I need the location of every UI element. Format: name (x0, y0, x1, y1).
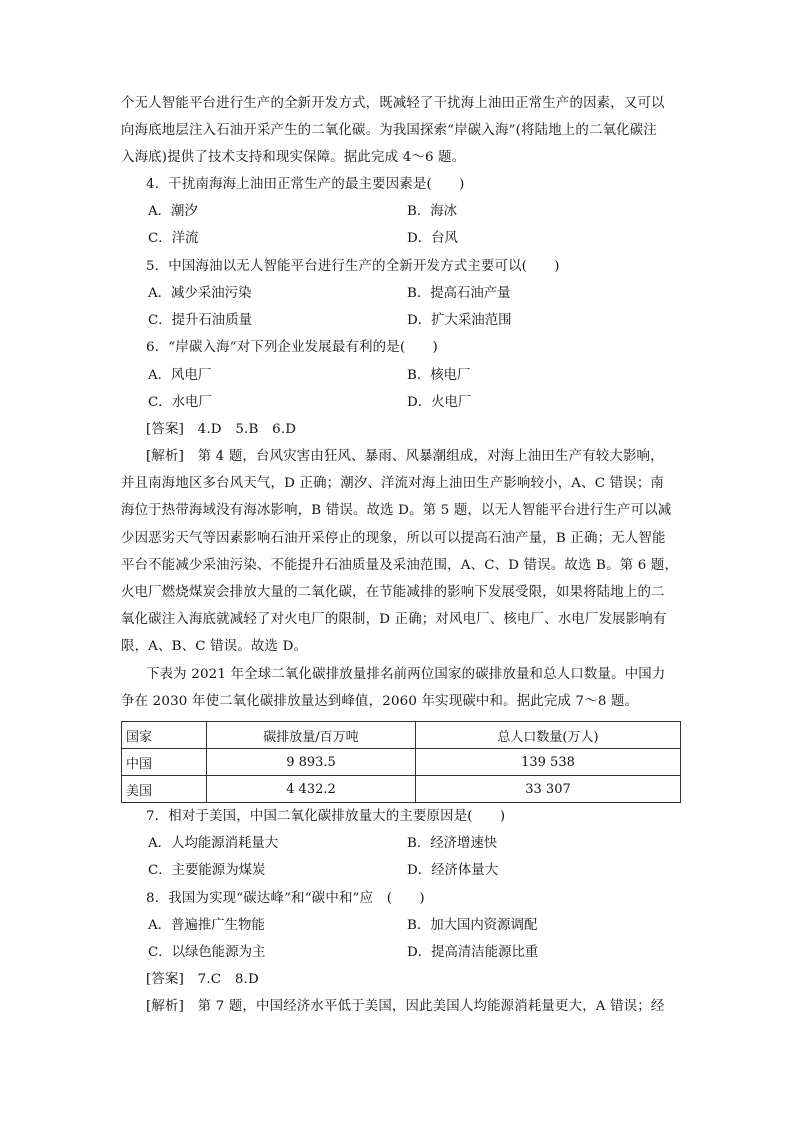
q7-option-a: A．人均能源消耗量大 (148, 836, 279, 851)
analysis-line: 火电厂燃烧煤炭会排放大量的二氧化碳，在节能减排的影响下发展受限，如果将陆地上的二 (121, 585, 665, 600)
table-header-row (122, 722, 681, 749)
q4-option-a: A．潮汐 (148, 204, 198, 219)
passage-line: 个无人智能平台进行生产的全新开发方式，既减轻了干扰海上油田正常生产的因素，又可以 (121, 96, 665, 111)
header-emissions: 碳排放量/百万吨 (207, 722, 416, 749)
passage-line: 向海底地层注入石油开采产生的二氧化碳。为我国探索“岸碳入海”(将陆地上的二氧化碳注 (121, 123, 657, 138)
q5-option-c: C．提升石油质量 (148, 313, 252, 328)
q6-option-d: D．火电厂 (407, 395, 472, 410)
q6-option-a: A．风电厂 (148, 368, 212, 383)
passage-line: 入海底)提供了技术支持和现实保障。据此完成 4～6 题。 (121, 150, 466, 165)
cell-emissions: 4 432.2 (207, 776, 416, 803)
header-country: 国家 (122, 722, 207, 749)
cell-country: 中国 (122, 749, 207, 776)
question-5-stem: 5．中国海油以无人智能平台进行生产的全新开发方式主要可以( ) (146, 259, 560, 274)
question-7-stem: 7．相对于美国，中国二氧化碳排放量大的主要原因是( ) (146, 809, 506, 824)
analysis-line: [解析] 第 7 题，中国经济水平低于美国，因此美国人均能源消耗量更大，A 错误；经 (146, 999, 665, 1014)
cell-population: 33 307 (416, 776, 681, 803)
q6-option-b: B．核电厂 (407, 368, 471, 383)
table-row (122, 776, 681, 803)
analysis-line: 并且南海地区多台风天气，D 正确；潮汐、洋流对海上油田生产影响较小，A、C 错误；南 (121, 476, 665, 491)
q8-option-d: D．提高清洁能源比重 (407, 945, 539, 960)
question-6-stem: 6．“岸碳入海”对下列企业发展最有利的是( ) (146, 340, 438, 355)
q4-option-c: C．洋流 (148, 231, 199, 246)
q5-option-d: D．扩大采油范围 (407, 313, 512, 328)
q5-option-a: A．减少采油污染 (148, 286, 252, 301)
question-8-stem: 8．我国为实现“碳达峰”和“碳中和”应 ( ) (146, 891, 425, 906)
q7-option-b: B．经济增速快 (407, 836, 498, 851)
emissions-table (121, 721, 681, 803)
analysis-line: [解析] 第 4 题，台风灾害由狂风、暴雨、风暴潮组成，对海上油田生产有较大影响， (146, 449, 664, 464)
cell-emissions: 9 893.5 (207, 749, 416, 776)
q4-option-d: D．台风 (407, 231, 458, 246)
q8-option-c: C．以绿色能源为主 (148, 945, 266, 960)
analysis-line: 平台不能减少采油污染、不能提升石油质量及采油范围，A、C、D 错误。故选 B。第 6 题， (121, 558, 679, 573)
analysis-line: 限，A、B、C 错误。故选 D。 (121, 639, 308, 654)
analysis-line: 少因恶劣天气等因素影响石油开采停止的现象，所以可以提高石油产量，B 正确；无人智能 (121, 531, 666, 546)
q8-option-b: B．加大国内资源调配 (407, 918, 538, 933)
answer-7-8: [答案] 7.C 8.D (146, 972, 259, 987)
analysis-line: 氧化碳注入海底就减轻了对火电厂的限制，D 正确；对风电厂、核电厂、水电厂发展影响有 (121, 612, 667, 627)
q8-option-a: A．普遍推广生物能 (148, 918, 265, 933)
q7-option-d: D．经济体量大 (407, 863, 499, 878)
table-row (122, 749, 681, 776)
answer-4-6: [答案] 4.D 5.B 6.D (146, 422, 297, 437)
cell-country: 美国 (122, 776, 207, 803)
analysis-line: 海位于热带海域没有海冰影响，B 错误。故选 D。第 5 题，以无人智能平台进行生产可以减 (121, 503, 672, 518)
q6-option-c: C．水电厂 (148, 395, 212, 410)
q5-option-b: B．提高石油产量 (407, 286, 511, 301)
question-4-stem: 4．干扰南海海上油田正常生产的最主要因素是( ) (146, 177, 465, 192)
q4-option-b: B．海冰 (407, 204, 458, 219)
table-intro-line: 争在 2030 年使二氧化碳排放量达到峰值，2060 年实现碳中和。据此完成 7～8 题。 (121, 694, 639, 709)
header-population: 总人口数量(万人) (416, 722, 681, 749)
cell-population: 139 538 (416, 749, 681, 776)
table-intro-line: 下表为 2021 年全球二氧化碳排放量排名前两位国家的碳排放量和总人口数量。中国力 (146, 667, 666, 682)
q7-option-c: C．主要能源为煤炭 (148, 863, 266, 878)
